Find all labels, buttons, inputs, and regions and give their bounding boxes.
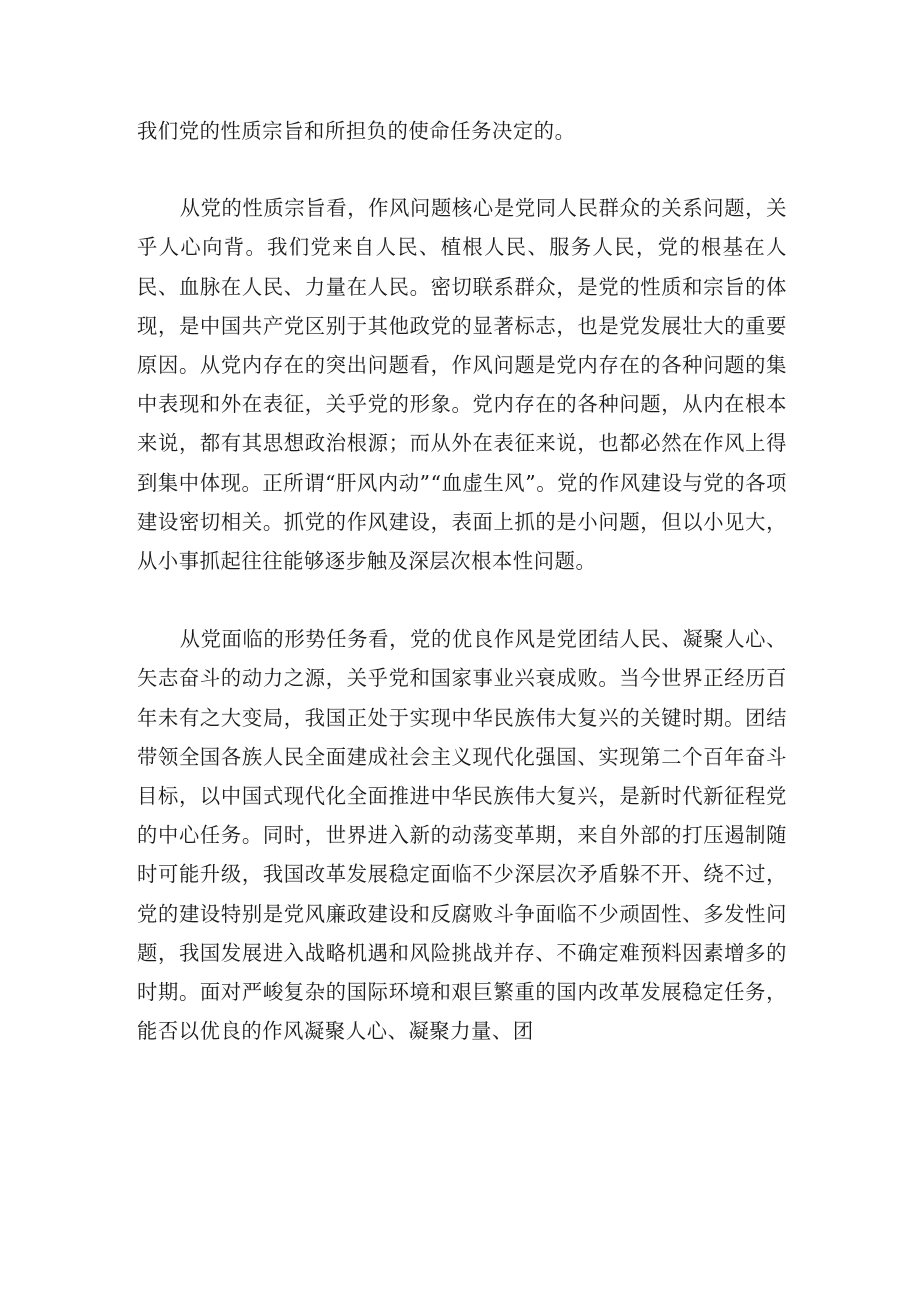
paragraph-party-nature: 从党的性质宗旨看，作风问题核心是党同人民群众的关系问题，关乎人心向背。我们党来自人民、植根人民、服务人民，党的根基在人民、血脉在人民、力量在人民。密切联系群众，是党的性质和宗旨的体现，是中国共产党区别于其他政党的显著标志，也是党发展壮大的重要原因。从党内存在的突出问题看，作风问题是党内存在的各种问题的集中表现和外在表征，关乎党的形象。党内存在的各种问题，从内在根本来说，都有其思想政治根源；而从外在表征来说，也都必然在作风上得到集中体现。正所谓“肝风内动”“血虚生风”。党的作风建设与党的各项建设密切相关。抓党的作风建设，表面上抓的是小问题，但以小见大，从小事抓起往往能够逐步触及深层次根本性问题。	[137, 196, 787, 574]
paragraph-continuation: 我们党的性质宗旨和所担负的使命任务决定的。	[137, 119, 576, 143]
document-body	[137, 112, 787, 1051]
paragraph-situation-tasks: 从党面临的形势任务看，党的优良作风是党团结人民、凝聚人心、矢志奋斗的动力之源，关乎党和国家事业兴衰成败。当今世界正经历百年未有之大变局，我国正处于实现中华民族伟大复兴的关键时期。团结带领全国各族人民全面建成社会主义现代化强国、实现第二个百年奋斗目标，以中国式现代化全面推进中华民族伟大复兴，是新时代新征程党的中心任务。同时，世界进入新的动荡变革期，来自外部的打压遏制随时可能升级，我国改革发展稳定面临不少深层次矛盾躲不开、绕不过，党的建设特别是党风廉政建设和反腐败斗争面临不少顽固性、多发性问题，我国发展进入战略机遇和风险挑战并存、不确定难预料因素增多的时期。面对严峻复杂的国际环境和艰巨繁重的国内改革发展稳定任务，能否以优良的作风凝聚人心、凝聚力量、团	[137, 627, 787, 1044]
